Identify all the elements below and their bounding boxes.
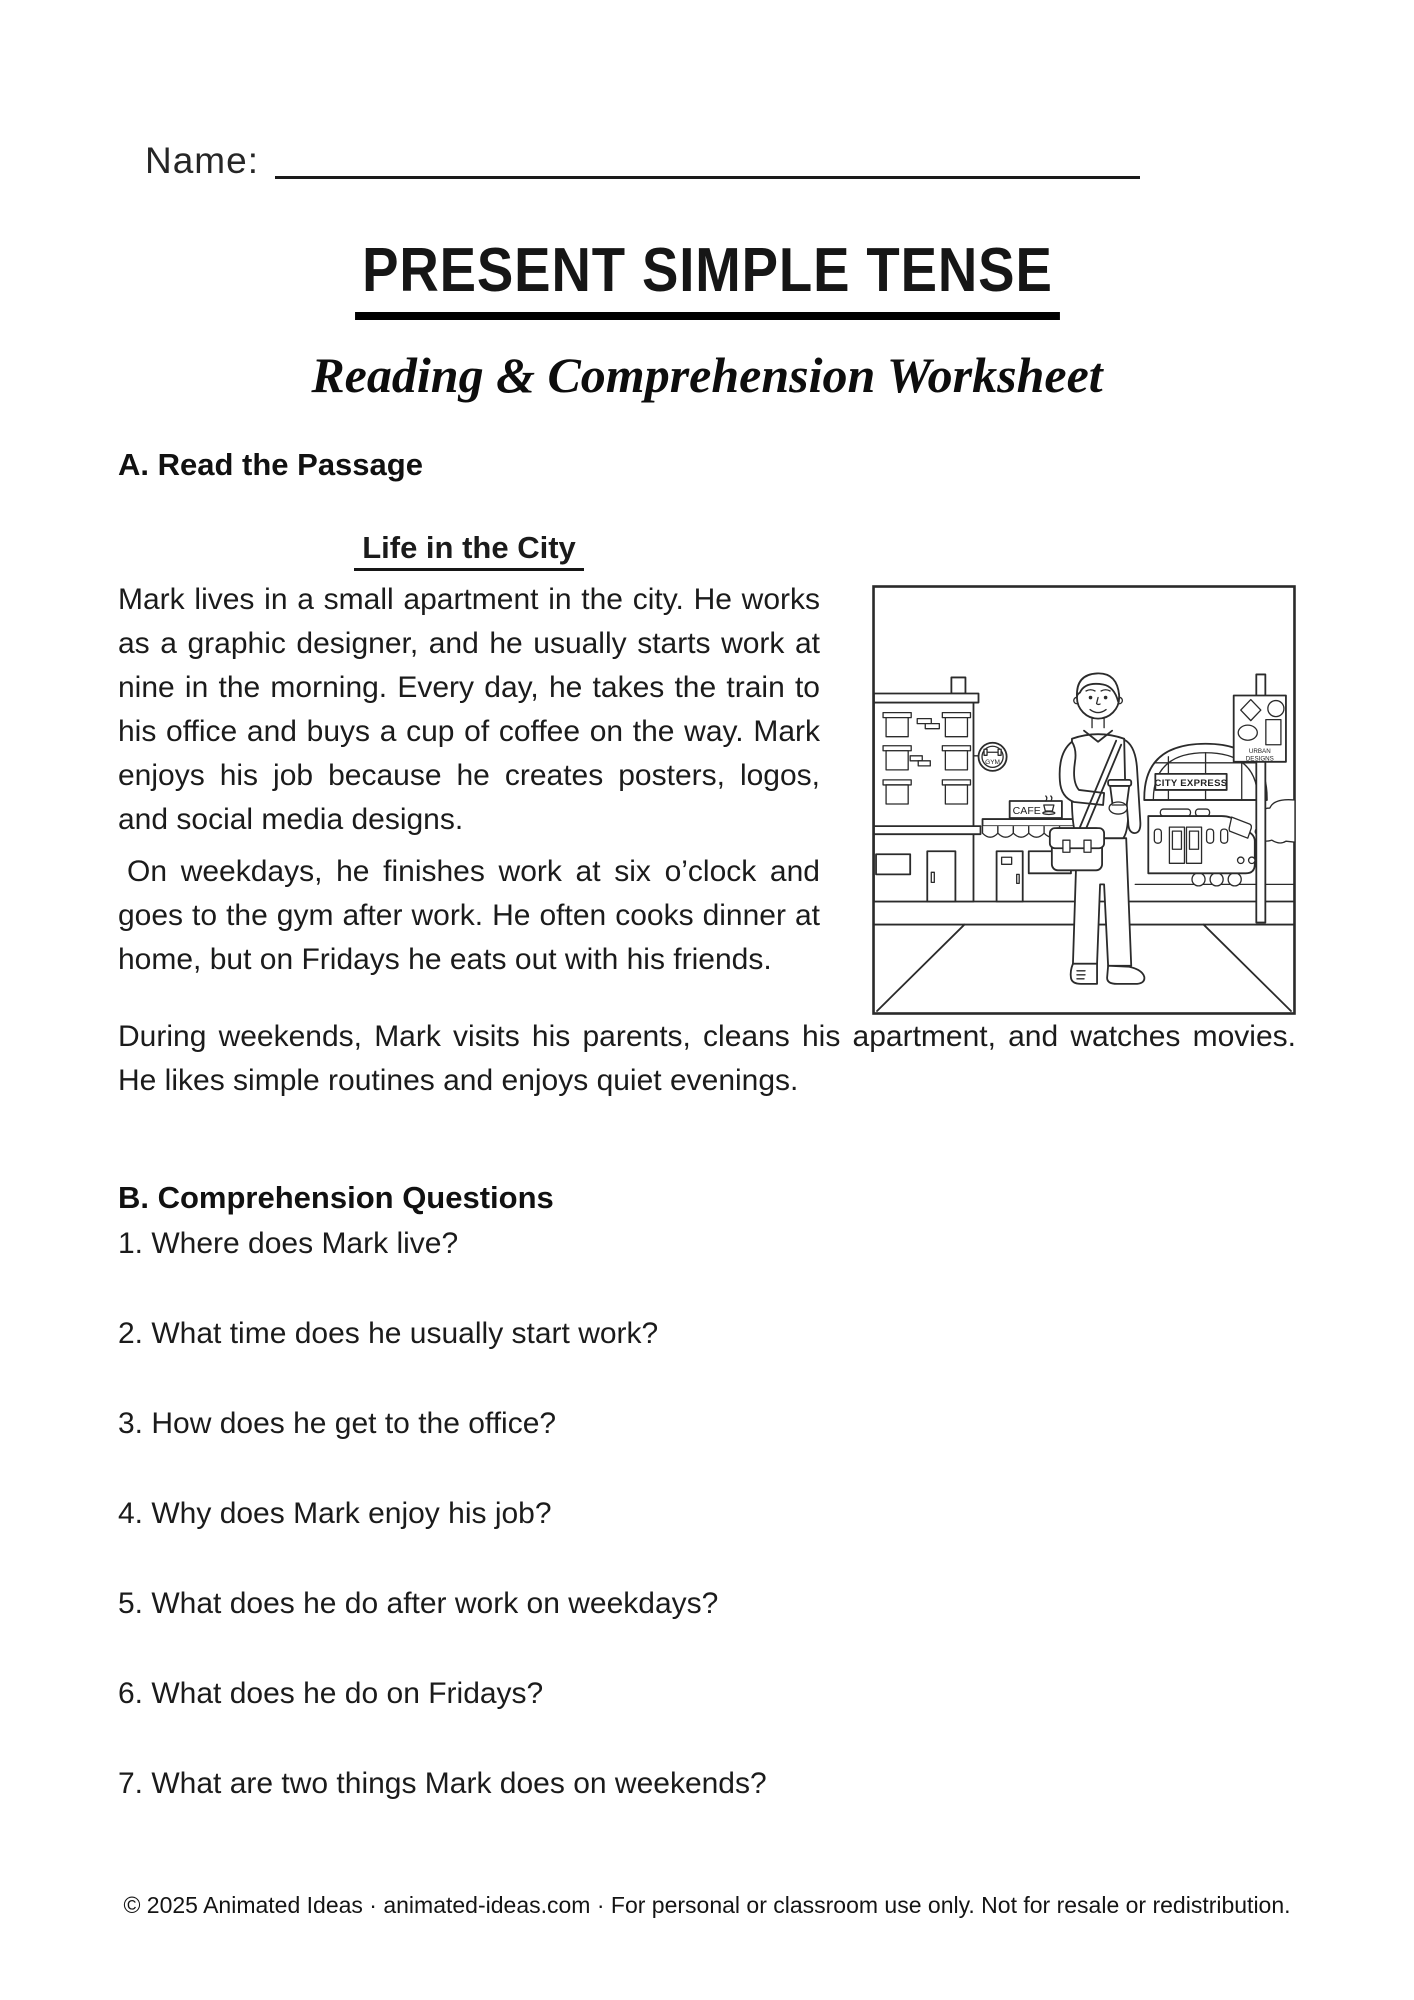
billboard-label-line2: DESIGNS <box>1245 755 1274 763</box>
billboard-label-line1: URBAN <box>1248 747 1271 755</box>
passage-title-text: Life in the City <box>354 530 584 571</box>
passage-title <box>118 530 1296 566</box>
city-illustration <box>872 585 1296 1015</box>
page-subtitle: Reading & Comprehension Worksheet <box>311 347 1103 403</box>
question-item: 1. Where does Mark live? <box>118 1227 459 1260</box>
passage-block <box>118 530 1296 1103</box>
footer-copyright: © 2025 Animated Ideas · animated-ideas.com · For personal or classroom use only. Not for resale or redistribution. <box>123 1892 1291 1918</box>
title-wrap <box>0 236 1414 320</box>
question-item: 3. How does he get to the office? <box>118 1407 557 1440</box>
passage-paragraph-1: Mark lives in a small apartment in the city. He works as a graphic designer, and he usually starts work at nine in the morning. Every day, he takes the train to his office and buys a cup of coffee on the way. Mark enjoys his job because he creates posters, logos, and social media designs. <box>118 583 820 836</box>
city-illustration-svg <box>872 585 1296 1015</box>
question-item: 6. What does he do on Fridays? <box>118 1677 544 1710</box>
page-title: PRESENT SIMPLE TENSE <box>355 240 1060 320</box>
question-item: 7. What are two things Mark does on weekends? <box>118 1767 767 1800</box>
name-blank-line[interactable] <box>275 138 1140 179</box>
gym-sign-label: GYM <box>985 758 1000 766</box>
section-b-heading: B. Comprehension Questions <box>118 1180 554 1215</box>
man-eye-left <box>1089 696 1093 700</box>
passage-paragraph-2: On weekdays, he finishes work at six o’clock and goes to the gym after work. He often cooks dinner at home, but on Fridays he eats out with his friends. <box>118 855 820 976</box>
question-item: 2. What time does he usually start work? <box>118 1317 659 1350</box>
name-row <box>145 138 1140 179</box>
question-item: 4. Why does Mark enjoy his job? <box>118 1497 552 1530</box>
section-a-heading: A. Read the Passage <box>118 447 423 482</box>
train-sign-label: CITY EXPRESS <box>1154 777 1228 789</box>
question-item: 5. What does he do after work on weekdays? <box>118 1587 719 1620</box>
name-label: Name: <box>145 140 259 181</box>
passage-paragraph-3: During weekends, Mark visits his parents, cleans his apartment, and watches movies. He likes simple routines and enjoys quiet evenings. <box>118 1020 1296 1097</box>
questions-list <box>118 1226 1296 1856</box>
man-eye-right <box>1104 696 1108 700</box>
apartment-building <box>874 677 980 901</box>
cafe-sign-label: CAFE <box>1012 805 1041 818</box>
